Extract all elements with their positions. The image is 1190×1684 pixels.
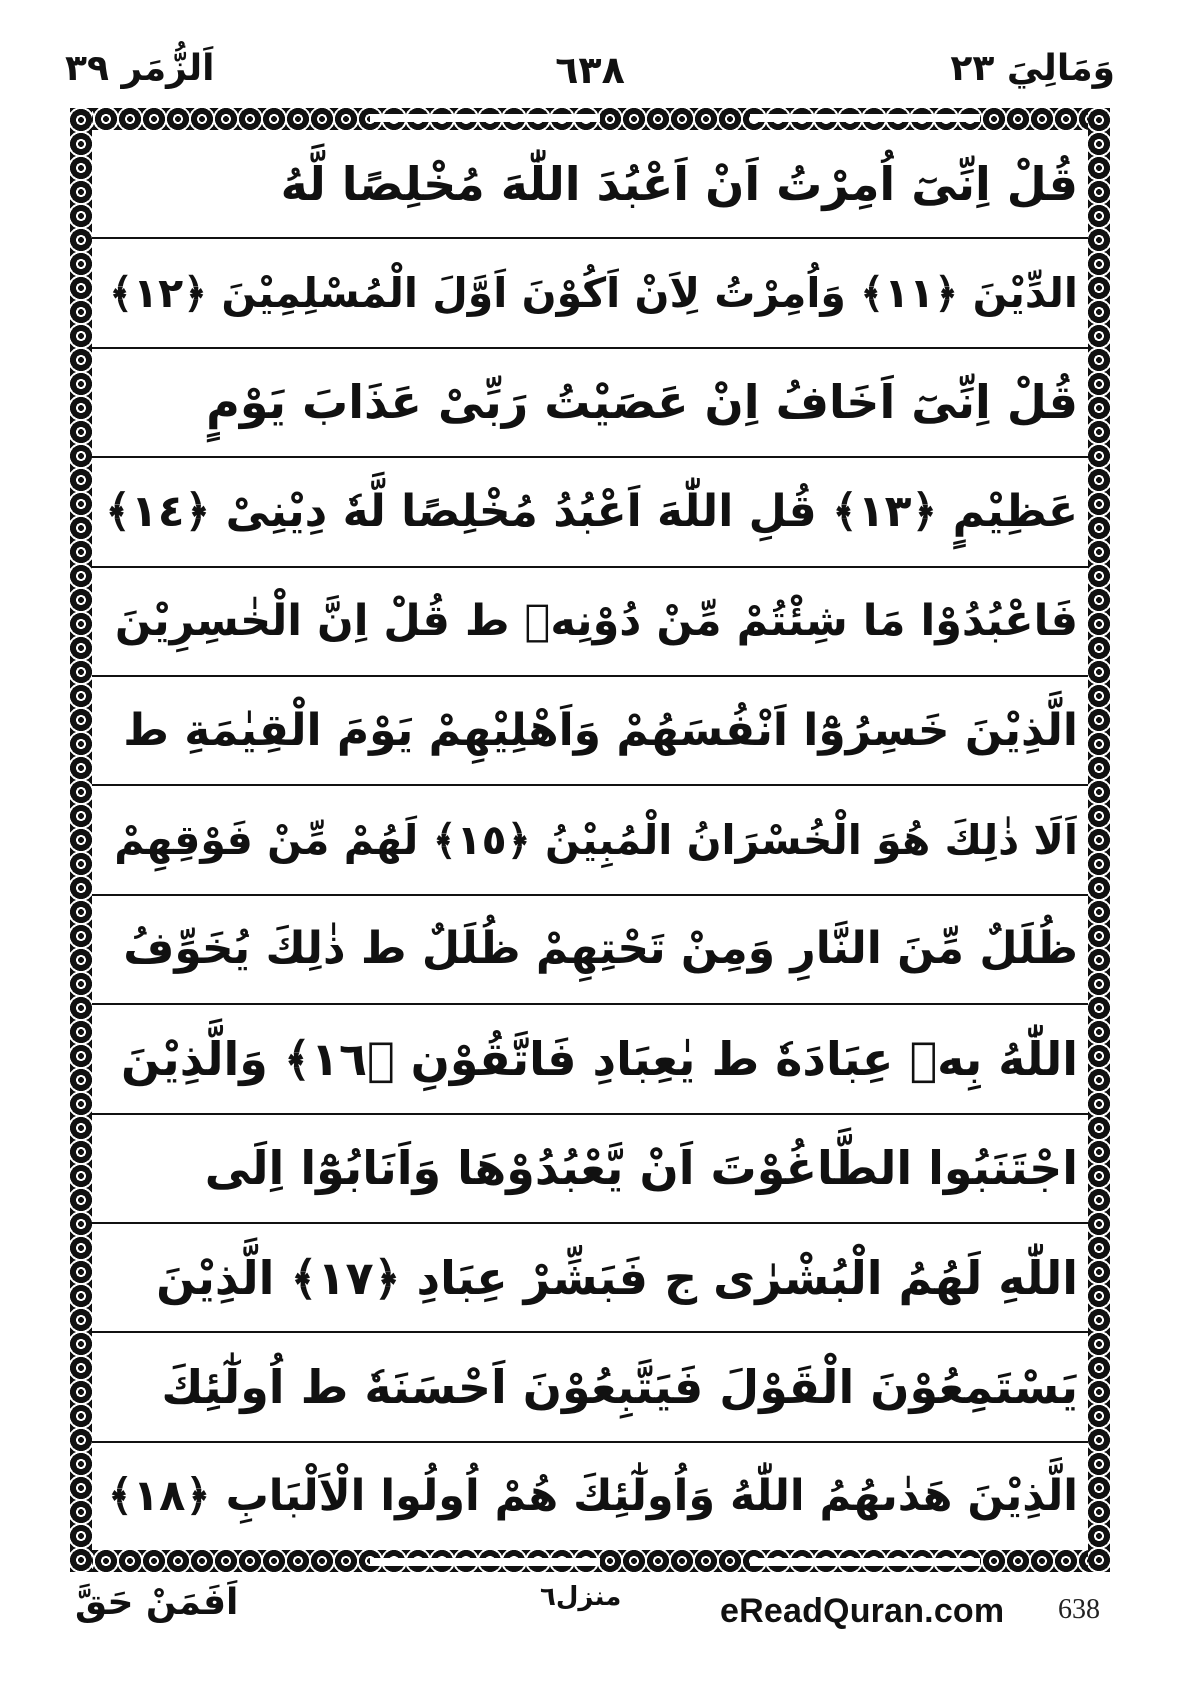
line-text: اجْتَنَبُوا الطَّاغُوْتَ اَنْ یَّعْبُدُوْهَا وَاَنَابُوْٓا اِلَی: [204, 1141, 1078, 1196]
frame-bar: [750, 1558, 980, 1566]
frame-bar: [750, 114, 980, 122]
ornament-border-left: [70, 108, 92, 1572]
line-text: فَاعْبُدُوْا مَا شِئْتُمْ مِّنْ دُوْنِهٖ ط قُلْ اِنَّ الْخٰسِرِیْنَ: [114, 595, 1078, 646]
text-line: [92, 568, 1088, 677]
text-line: [92, 1333, 1088, 1442]
text-line: [92, 677, 1088, 786]
text-line: [92, 1115, 1088, 1224]
text-line: [92, 896, 1088, 1005]
text-line: [92, 1005, 1088, 1114]
text-line: [92, 1224, 1088, 1333]
frame-bar: [370, 114, 600, 122]
text-line: [92, 458, 1088, 567]
line-text: اللّٰهُ بِهٖ عِبَادَهٗ ط یٰعِبَادِ فَاتَّقُوْنِ ﴿١٦﴾ وَالَّذِیْنَ: [121, 1031, 1078, 1086]
page-number-arabic: ٦٣٨: [555, 48, 625, 92]
quran-text-area: [92, 130, 1088, 1550]
manzil-label: منزل٦: [540, 1582, 622, 1612]
text-line: [92, 239, 1088, 348]
page-footer: [60, 1582, 1120, 1642]
line-text: ظُلَلٌ مِّنَ النَّارِ وَمِنْ تَحْتِهِمْ ظُلَلٌ ط ذٰلِكَ یُخَوِّفُ: [123, 923, 1078, 975]
ornamental-frame: [70, 108, 1110, 1572]
line-text: الدِّیْنَ ﴿١١﴾ وَاُمِرْتُ لِاَنْ اَكُوْنَ اَوَّلَ الْمُسْلِمِیْنَ ﴿١٢﴾: [109, 268, 1078, 317]
text-line: [92, 1443, 1088, 1550]
surah-name: اَلزُّمَر ٣٩: [65, 48, 215, 89]
ornament-border-right: [1088, 108, 1110, 1572]
catchword: اَفَمَنْ حَقَّ: [75, 1582, 239, 1623]
line-text: اَلَا ذٰلِكَ هُوَ الْخُسْرَانُ الْمُبِیْنُ ﴿١٥﴾ لَهُمْ مِّنْ فَوْقِهِمْ: [114, 815, 1078, 864]
line-text: قُلْ اِنِّیٓ اُمِرْتُ اَنْ اَعْبُدَ اللّٰهَ مُخْلِصًا لَّهُ: [280, 156, 1078, 211]
frame-bar: [370, 1558, 600, 1566]
text-line: [92, 349, 1088, 458]
text-line: [92, 130, 1088, 239]
text-line: [92, 786, 1088, 895]
line-text: عَظِیْمٍ ﴿١٣﴾ قُلِ اللّٰهَ اَعْبُدُ مُخْلِصًا لَّهٗ دِیْنِیْ ﴿١٤﴾: [105, 485, 1078, 537]
website-watermark: eReadQuran.com: [720, 1592, 1005, 1630]
line-text: اللّٰهِ لَهُمُ الْبُشْرٰی ج فَبَشِّرْ عِبَادِ ﴿١٧﴾ الَّذِیْنَ: [156, 1250, 1078, 1305]
line-text: الَّذِیْنَ خَسِرُوْٓا اَنْفُسَهُمْ وَاَهْلِیْهِمْ یَوْمَ الْقِیٰمَةِ ط: [123, 704, 1078, 756]
line-text: یَسْتَمِعُوْنَ الْقَوْلَ فَیَتَّبِعُوْنَ اَحْسَنَهٗ ط اُولٰٓئِكَ: [161, 1359, 1078, 1414]
juz-name: وَمَالِيَ ٢٣: [950, 48, 1115, 89]
page-header: [60, 48, 1120, 98]
page-number: 638: [1058, 1594, 1100, 1625]
line-text: الَّذِیْنَ هَدٰىهُمُ اللّٰهُ وَاُولٰٓئِكَ هُمْ اُولُوا الْاَلْبَابِ ﴿١٨﴾: [107, 1470, 1078, 1521]
line-text: قُلْ اِنِّیٓ اَخَافُ اِنْ عَصَیْتُ رَبِّیْ عَذَابَ یَوْمٍ: [206, 375, 1078, 430]
